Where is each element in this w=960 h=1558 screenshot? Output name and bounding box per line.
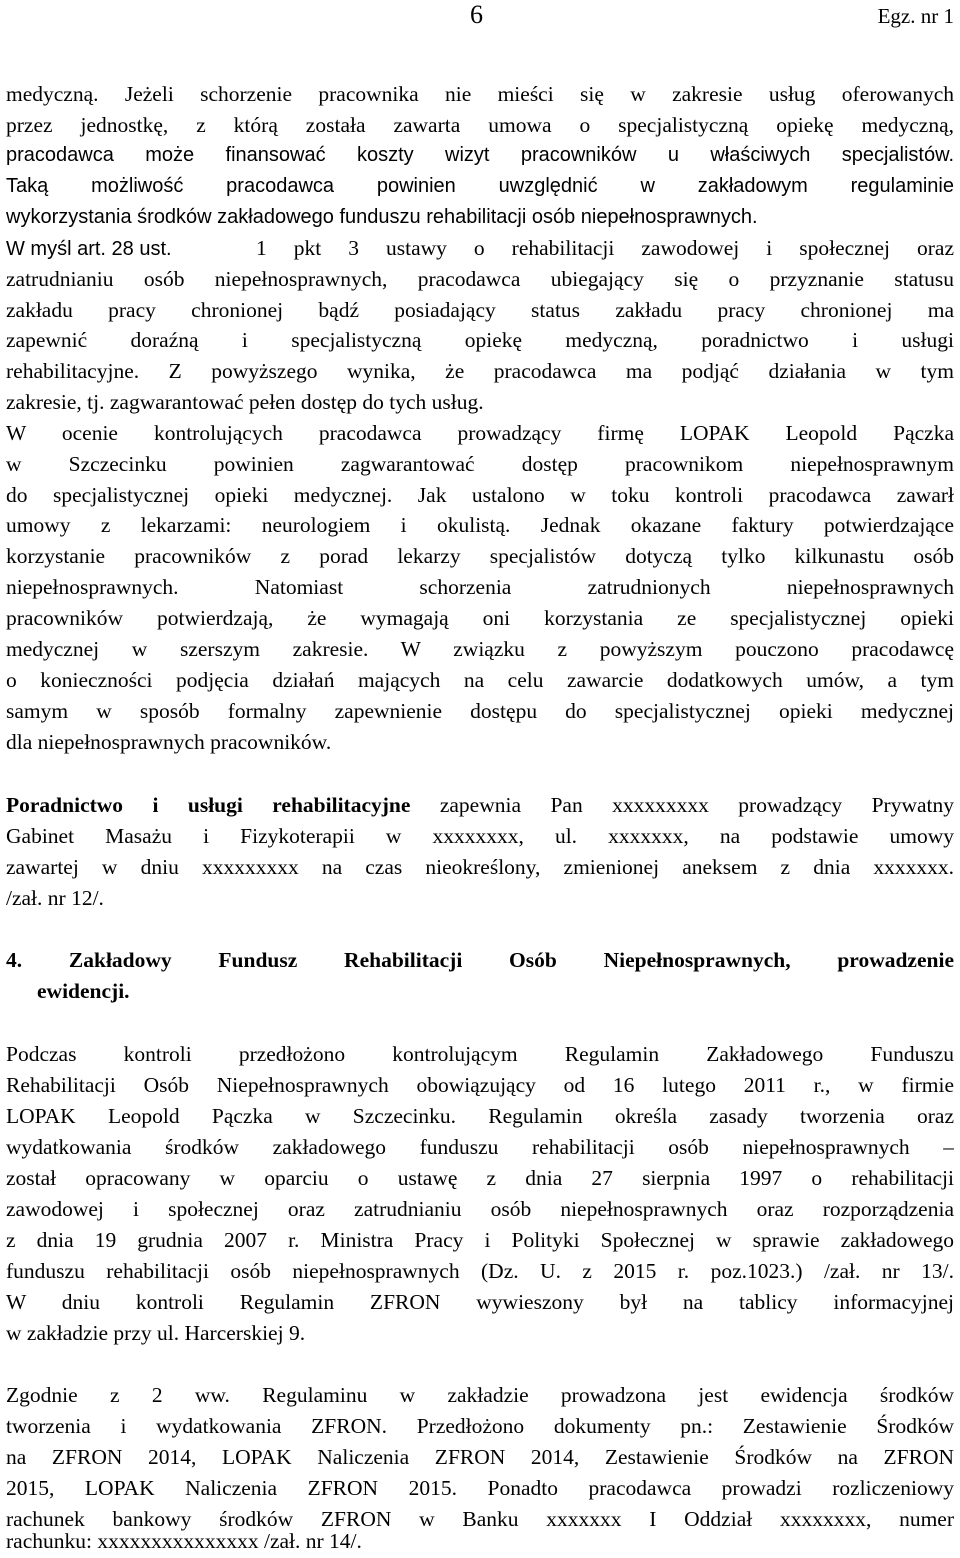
text-line: Zgodnie z 2 ww. Regulaminu w zakładzie prowadzona jest ewidencja środków: [6, 1383, 954, 1407]
text-line: 2015, LOPAK Naliczenia ZFRON 2015. Ponadto pracodawca prowadzi rozliczeniowy: [6, 1476, 954, 1500]
text-line: w zakładzie przy ul. Harcerskiej 9.: [6, 1321, 306, 1345]
text-line: niepełnosprawnych. Natomiast schorzenia zatrudnionych niepełnosprawnych: [6, 575, 954, 599]
text-line: do specjalistycznej opieki medycznej. Jak ustalono w toku kontroli pracodawca zawarł: [6, 483, 954, 507]
text-line: /zał. nr 12/.: [6, 886, 104, 910]
text-line: zapewnić doraźną i specjalistyczną opiekę medyczną, poradnictwo i usługi: [6, 328, 954, 352]
text-line: funduszu rehabilitacji osób niepełnosprawnych (Dz. U. z 2015 r. poz.1023.) /zał. nr 13/.: [6, 1259, 954, 1283]
text-line: rachunek bankowy środków ZFRON w Banku xxxxxxx I Oddział xxxxxxxx, numer: [6, 1507, 954, 1531]
text-line: rehabilitacyjne. Z powyższego wynika, że pracodawca ma podjąć działania w tym: [6, 359, 954, 383]
text-line: Gabinet Masażu i Fizykoterapii w xxxxxxxx, ul. xxxxxxx, na podstawie umowy: [6, 824, 954, 848]
text-line: na ZFRON 2014, LOPAK Naliczenia ZFRON 2014, Zestawienie Środków na ZFRON: [6, 1445, 954, 1469]
text-line: zakładu pracy chronionej bądź posiadający status zakładu pracy chronionej ma: [6, 298, 954, 322]
text-line: [6, 790, 954, 820]
text-line: umowy z lekarzami: neurologiem i okulistą. Jednak okazane faktury potwierdzające: [6, 513, 954, 537]
text-line: o konieczności podjęcia działań mających na celu zawarcie dodatkowych umów, a tym: [6, 668, 954, 692]
text-line: [6, 233, 954, 263]
text-fragment: 1 pkt 3 ustawy o rehabilitacji zawodowej i społecznej oraz: [256, 236, 954, 260]
text-line: medycznej w szerszym zakresie. W związku z powyższym pouczono pracodawcę: [6, 637, 954, 661]
text-line: pracowników potwierdzają, że wymagają oni korzystania ze specjalistycznej opieki: [6, 606, 954, 630]
text-fragment: W myśl art. 28 ust.: [6, 238, 172, 260]
copy-number: Egz. nr 1: [877, 4, 954, 28]
text-line: zakresie, tj. zagwarantować pełen dostęp do tych usług.: [6, 390, 484, 414]
text-fragment: zapewnia Pan xxxxxxxxx prowadzący Prywatny: [410, 793, 954, 817]
page-number: 6: [470, 0, 483, 29]
heading-line: 4. Zakładowy Fundusz Rehabilitacji Osób Niepełnosprawnych, prowadzenie: [6, 948, 954, 972]
text-line: przez jednostkę, z którą została zawarta umowa o specjalistyczną opiekę medyczną,: [6, 113, 954, 137]
text-line: wykorzystania środków zakładowego funduszu rehabilitacji osób niepełnosprawnych.: [6, 206, 758, 228]
bold-lead: Poradnictwo i usługi rehabilitacyjne: [6, 793, 411, 817]
text-line: zawodowej i społecznej oraz zatrudnianiu osób niepełnosprawnych oraz rozporządzenia: [6, 1197, 954, 1221]
text-line: Rehabilitacji Osób Niepełnosprawnych obowiązujący od 16 lutego 2011 r., w firmie: [6, 1073, 954, 1097]
text-line: korzystanie pracowników z porad lekarzy specjalistów dotyczą tylko kilkunastu osób: [6, 544, 954, 568]
text-line: medyczną. Jeżeli schorzenie pracownika nie mieści się w zakresie usług oferowanych: [6, 82, 954, 106]
text-line: rachunku: xxxxxxxxxxxxxxx /zał. nr 14/.: [6, 1529, 362, 1553]
text-line: w Szczecinku powinien zagwarantować dostęp pracownikom niepełnosprawnym: [6, 452, 954, 476]
text-line: zawartej w dniu xxxxxxxxx na czas nieokreślony, zmienionej aneksem z dnia xxxxxxx.: [6, 855, 954, 879]
text-line: Podczas kontroli przedłożono kontrolującym Regulamin Zakładowego Funduszu: [6, 1042, 954, 1066]
text-line: zatrudnianiu osób niepełnosprawnych, pracodawca ubiegający się o przyznanie statusu: [6, 267, 954, 291]
text-line: pracodawca może finansować koszty wizyt pracowników u właściwych specjalistów.: [6, 144, 954, 166]
text-line: dla niepełnosprawnych pracowników.: [6, 730, 332, 754]
text-line: tworzenia i wydatkowania ZFRON. Przedłożono dokumenty pn.: Zestawienie Środków: [6, 1414, 954, 1438]
text-line: LOPAK Leopold Pączka w Szczecinku. Regulamin określa zasady tworzenia oraz: [6, 1104, 954, 1128]
text-line: samym w sposób formalny zapewnienie dostępu do specjalistycznej opieki medycznej: [6, 699, 954, 723]
text-line: został opracowany w oparciu o ustawę z dnia 27 sierpnia 1997 o rehabilitacji: [6, 1166, 954, 1190]
text-line: W ocenie kontrolujących pracodawca prowadzący firmę LOPAK Leopold Pączka: [6, 421, 954, 445]
text-line: W dniu kontroli Regulamin ZFRON wywieszony był na tablicy informacyjnej: [6, 1290, 954, 1314]
text-line: Taką możliwość pracodawca powinien uwzględnić w zakładowym regulaminie: [6, 175, 954, 197]
text-line: wydatkowania środków zakładowego funduszu rehabilitacji osób niepełnosprawnych –: [6, 1135, 954, 1159]
heading-line: ewidencji.: [37, 979, 130, 1003]
text-line: z dnia 19 grudnia 2007 r. Ministra Pracy i Polityki Społecznej w sprawie zakładowego: [6, 1228, 954, 1252]
